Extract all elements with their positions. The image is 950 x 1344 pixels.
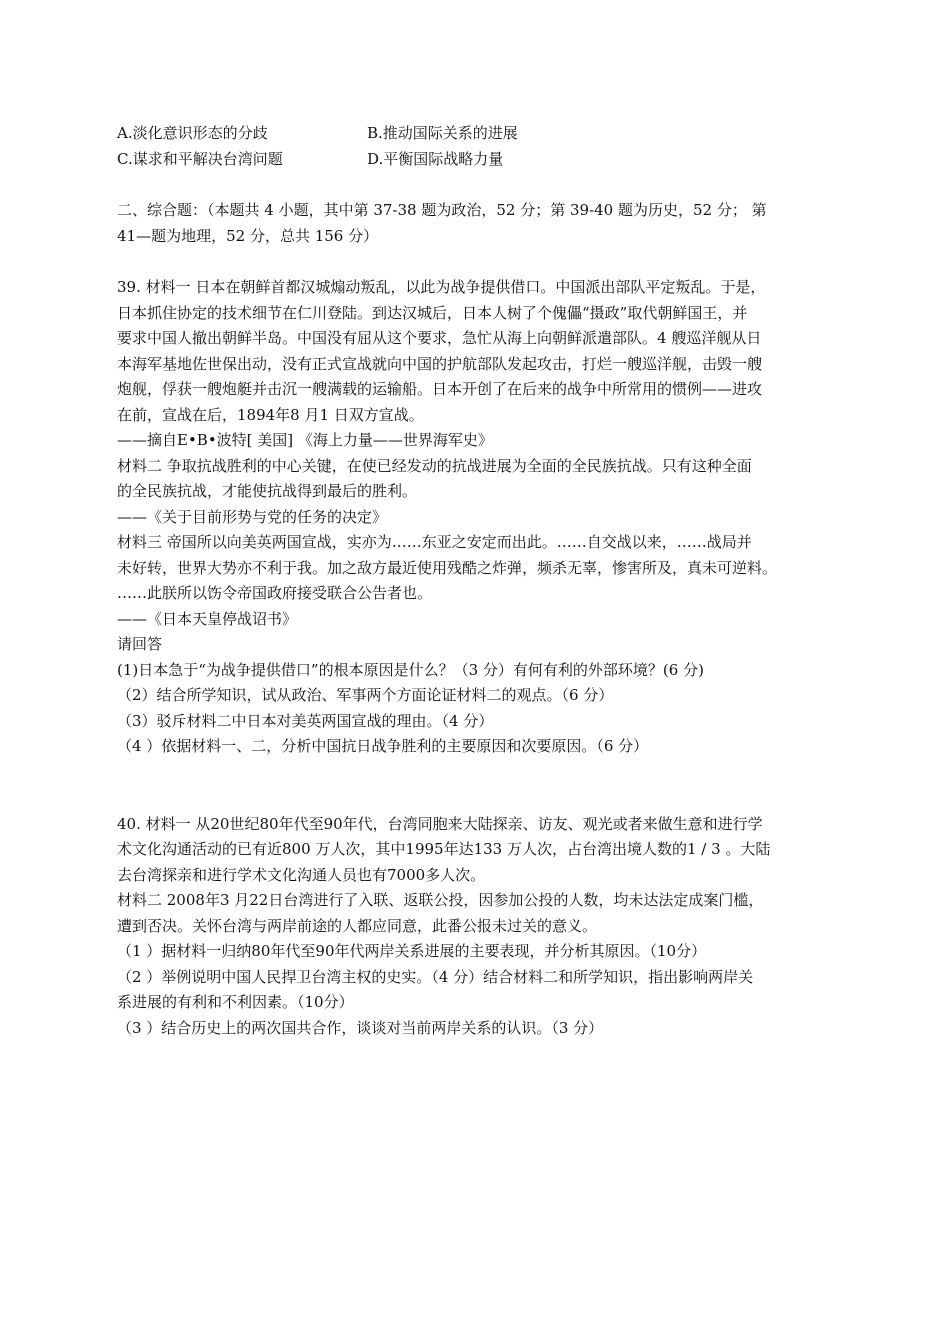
q40-material-1 bbox=[117, 812, 852, 889]
text-line: 40. 材料一 从20世纪80年代至90年代，台湾同胞来大陆探亲、访友、观光或者来做生意和进行学 bbox=[117, 814, 763, 833]
document-page bbox=[117, 120, 852, 1041]
sub-question: （4 ）依据材料一、二，分析中国抗日战争胜利的主要原因和次要原因。（6 分） bbox=[117, 737, 649, 755]
section-header-line: 41—题为地理，52 分，总共 156 分） bbox=[117, 226, 379, 245]
section-header-line: 二、综合题：（本题共 4 小题，其中第 37-38 题为政治，52 分；第 39-40 题为历史，52 分； 第 bbox=[117, 201, 767, 219]
option-row bbox=[117, 146, 852, 172]
q39-source-3: ——《日本天皇停战诏书》 bbox=[117, 609, 298, 628]
text-line: 材料二 争取抗战胜利的中心关键，在使已经发动的抗战进展为全面的全民族抗战。只有这种全面 bbox=[117, 456, 752, 475]
text-line: ……此朕所以饬令帝国政府接受联合公告者也。 bbox=[117, 584, 433, 602]
q39-material-3 bbox=[117, 530, 852, 607]
q39-prompt: 请回答 bbox=[117, 635, 163, 653]
answer-options bbox=[117, 120, 852, 172]
text-line: 去台湾探亲和进行学术文化沟通人员也有7000多人次。 bbox=[117, 865, 486, 884]
question-40 bbox=[117, 812, 852, 1042]
sub-question: （3）驳斥材料二中日本对美英两国宣战的理由。（4 分） bbox=[117, 711, 494, 730]
option-a: A.淡化意识形态的分歧 bbox=[117, 124, 268, 142]
text-line: 术文化沟通活动的已有近800 万人次，其中1995年达133 万人次，占台湾出境人数的1 / 3 。大陆 bbox=[117, 840, 771, 858]
sub-question: (1)日本急于“为战争提供借口”的根本原因是什么？（3 分）有何有利的外部环境？(6 分) bbox=[117, 660, 704, 679]
option-b: B.推动国际关系的进展 bbox=[367, 124, 518, 142]
sub-question: （2）结合所学知识，试从政治、军事两个方面论证材料二的观点。（6 分） bbox=[117, 686, 614, 704]
q39-material-1 bbox=[117, 275, 852, 428]
sub-question: （2 ）举例说明中国人民捍卫台湾主权的史实。（4 分）结合材料二和所学知识，指出影响两岸关 bbox=[117, 967, 754, 986]
text-line: 本海军基地佐世保出动，没有正式宣战就向中国的护航部队发起攻击，打烂一艘巡洋舰，击毁一艘 bbox=[117, 354, 763, 373]
text-line: 39. 材料一 日本在朝鲜首都汉城煽动叛乱，以此为战争提供借口。中国派出部队平定叛乱。于是， bbox=[117, 278, 766, 296]
section-header bbox=[117, 198, 852, 249]
q39-questions bbox=[117, 658, 852, 760]
text-line: 要求中国人撤出朝鲜半岛。中国没有屈从这个要求，急忙从海上向朝鲜派遣部队。4 艘巡洋舰从日 bbox=[117, 329, 762, 347]
text-line: 未好转，世界大势亦不利于我。加之敌方最近使用残酷之炸弹，频杀无辜，惨害所及，真未可逆料。 bbox=[117, 558, 778, 577]
option-c: C.谋求和平解决台湾问题 bbox=[117, 150, 283, 168]
option-row bbox=[117, 120, 852, 146]
q40-questions bbox=[117, 939, 852, 1041]
q39-source-1: ——摘自E•B•波特[ 美国] 《海上力量——世界海军史》 bbox=[117, 431, 493, 449]
sub-question: 系进展的有利和不利因素。（10分） bbox=[117, 993, 354, 1011]
sub-question: （1 ）据材料一归纳80年代至90年代两岸关系进展的主要表现，并分析其原因。（10分） bbox=[117, 942, 707, 960]
text-line: 日本抓住协定的技术细节在仁川登陆。到达汉城后，日本人树了个傀儡“摄政”取代朝鲜国王，并 bbox=[117, 303, 748, 322]
text-line: 在前，宣战在后，1894年8 月1 日双方宣战。 bbox=[117, 405, 424, 424]
option-d: D.平衡国际战略力量 bbox=[367, 150, 504, 168]
text-line: 炮舰，俘获一艘炮艇并击沉一艘满载的运输船。日本开创了在后来的战争中所常用的惯例——进攻 bbox=[117, 380, 763, 398]
sub-question: （3 ）结合历史上的两次国共合作，谈谈对当前两岸关系的认识。（3 分） bbox=[117, 1018, 604, 1037]
q39-source-2: ——《关于目前形势与党的任务的决定》 bbox=[117, 507, 388, 526]
q40-material-2 bbox=[117, 888, 852, 939]
text-line: 材料二 2008年3 月22日台湾进行了入联、返联公投，因参加公投的人数，均未达法定成案门槛， bbox=[117, 891, 764, 909]
text-line: 遭到否决。关怀台湾与两岸前途的人都应同意，此番公报未过关的意义。 bbox=[117, 916, 598, 935]
text-line: 材料三 帝国所以向美英两国宣战，实亦为……东亚之安定而出此。……自交战以来，……战局并 bbox=[117, 533, 752, 551]
q39-material-2 bbox=[117, 454, 852, 505]
text-line: 的全民族抗战，才能使抗战得到最后的胜利。 bbox=[117, 482, 418, 500]
question-39 bbox=[117, 275, 852, 760]
